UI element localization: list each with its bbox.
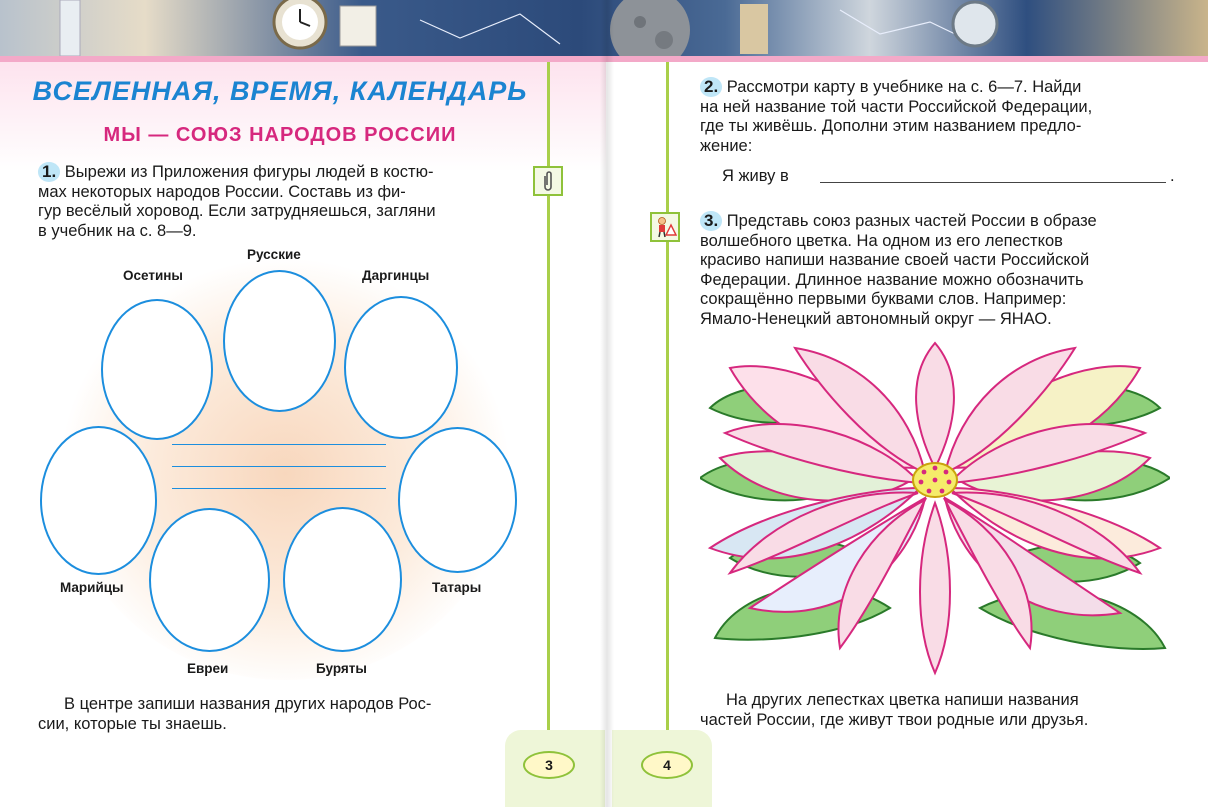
label-osetiny: Осетины (123, 268, 183, 283)
answer-suffix: . (1170, 167, 1175, 185)
task-3-number: 3. (700, 211, 722, 231)
oval-tatary[interactable] (398, 427, 517, 573)
flower-center (913, 463, 957, 497)
writing-line[interactable] (172, 466, 386, 467)
writing-line[interactable] (172, 488, 386, 489)
right-footer-line-2: частей России, где живут твои родные или друзья. (700, 710, 1089, 729)
section-title: ВСЕЛЕННАЯ, ВРЕМЯ, КАЛЕНДАРЬ (32, 76, 528, 106)
page-number-left: 3 (523, 751, 575, 779)
child-warning-icon-box (650, 212, 680, 242)
paperclip-icon (540, 170, 556, 192)
label-evrei: Евреи (187, 661, 229, 676)
task-2 (700, 77, 1176, 156)
oval-evrei[interactable] (149, 508, 270, 652)
label-buryaty: Буряты (316, 661, 367, 676)
task-1 (38, 162, 516, 241)
task-3-line-5: сокращённо первыми буквами слов. Например: (700, 290, 1067, 309)
left-footer-line-1: В центре запиши названия других народов Рос- (64, 695, 432, 713)
label-russkie: Русские (247, 247, 301, 262)
task-3-line-2: волшебного цветка. На одном из его лепестков (700, 231, 1063, 250)
oval-russkie[interactable] (223, 270, 336, 412)
page-number-right: 4 (641, 751, 693, 779)
task-2-line-3: где ты живёшь. Дополни этим названием предло- (700, 117, 1082, 136)
task-2-line-1: Рассмотри карту в учебнике на с. 6—7. Найди (726, 78, 1082, 96)
label-dargintsy: Даргинцы (362, 268, 430, 283)
task-1-line-1: Вырежи из Приложения фигуры людей в костю- (64, 163, 434, 181)
flower-petal (920, 503, 950, 673)
answer-line[interactable] (820, 182, 1166, 183)
right-footer-text (700, 691, 1176, 730)
magic-flower (700, 338, 1170, 678)
task-1-number: 1. (38, 162, 60, 182)
right-margin-line (666, 62, 669, 757)
left-footer-line-2: сии, которые ты знаешь. (38, 714, 227, 733)
task-3-line-4: Федерации. Длинное название можно обозначить (700, 270, 1084, 289)
oval-dargintsy[interactable] (344, 296, 458, 439)
task-3-line-3: красиво напиши название своей части Российской (700, 251, 1090, 270)
oval-buryaty[interactable] (283, 507, 402, 652)
task-3-line-6: Ямало-Ненецкий автономный округ — ЯНАО. (700, 309, 1052, 328)
task-2-number: 2. (700, 77, 722, 97)
oval-osetiny[interactable] (101, 299, 213, 440)
task-2-line-4: жение: (700, 136, 753, 155)
task-1-line-2: мах некоторых народов России. Составь из фи- (38, 182, 406, 201)
flower-petal (916, 343, 954, 468)
task-3 (700, 211, 1176, 330)
lesson-subtitle: МЫ — СОЮЗ НАРОДОВ РОССИИ (103, 124, 457, 146)
label-tatary: Татары (432, 580, 482, 595)
spine-shadow (600, 0, 614, 807)
task-1-line-4: в учебник на с. 8—9. (38, 221, 197, 240)
writing-line[interactable] (172, 444, 386, 445)
left-footer-text (38, 695, 516, 734)
task-3-line-1: Представь союз разных частей России в образе (726, 212, 1097, 230)
right-footer-line-1: На других лепестках цветка напиши названия (726, 691, 1079, 709)
oval-mariytsy[interactable] (40, 426, 157, 575)
paperclip-icon-box (533, 166, 563, 196)
child-warning-icon (653, 215, 677, 239)
task-2-line-2: на ней название той части Российской Федерации, (700, 97, 1093, 116)
task-1-line-3: гур весёлый хоровод. Если затрудняешься, загляни (38, 202, 436, 221)
label-mariytsy: Марийцы (60, 580, 124, 595)
answer-prefix: Я живу в (722, 167, 789, 185)
